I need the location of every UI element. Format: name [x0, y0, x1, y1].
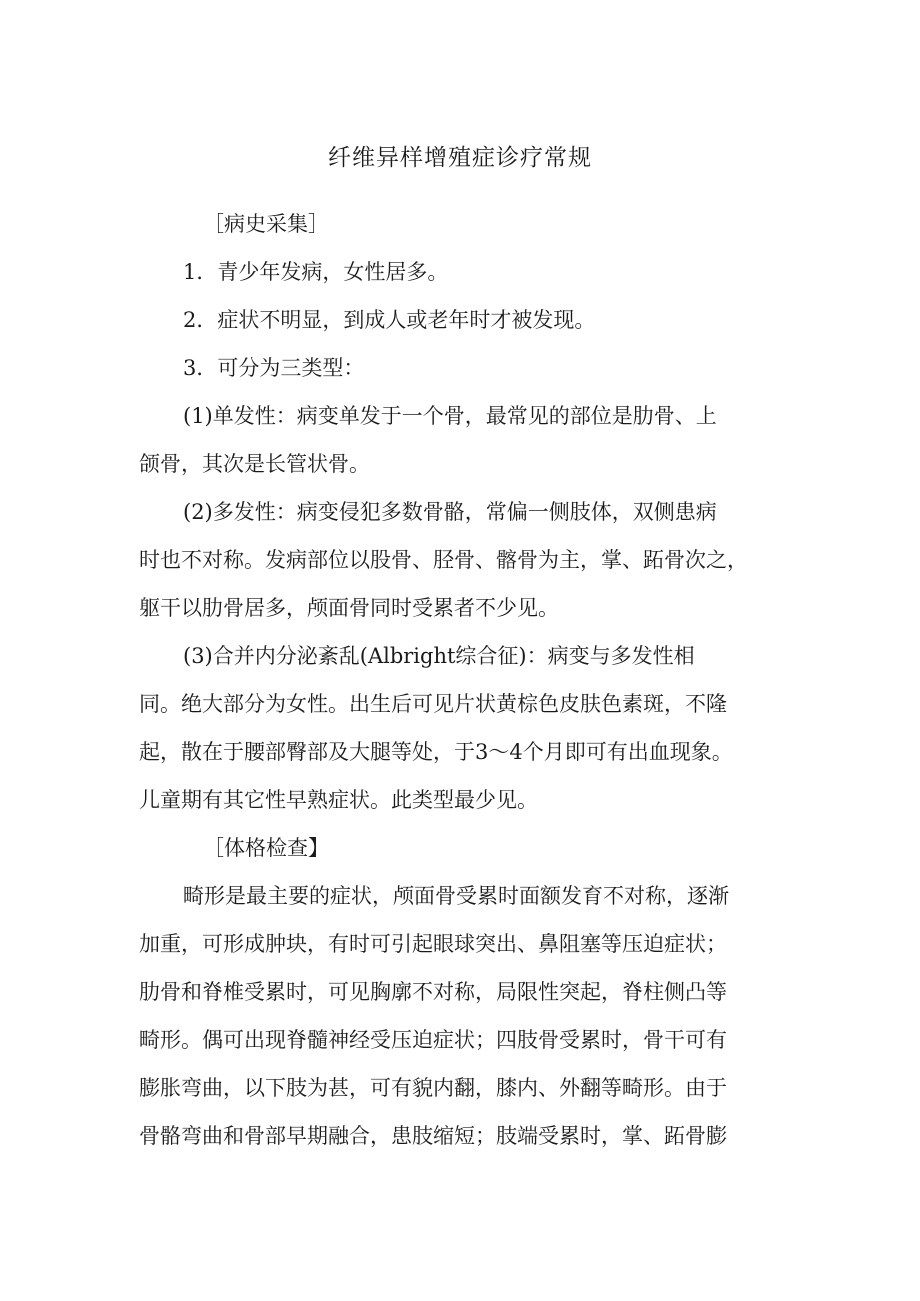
type-3-line-2: 同。绝大部分为女性。出生后可见片状黄棕色皮肤色素斑，不隆: [139, 692, 727, 716]
section-heading-history: ［病史采集］: [203, 212, 329, 236]
document-body: [139, 200, 789, 1160]
type-3-line-4: 儿童期有其它性早熟症状。此类型最少见。: [139, 788, 538, 812]
history-item-1: 1．青少年发病，女性居多。: [183, 260, 449, 284]
type-1-line-1: (1)单发性：病变单发于一个骨，最常见的部位是肋骨、上: [183, 404, 717, 428]
type-3-line-3: 起，散在于腰部臀部及大腿等处，于3～4个月即可有出血现象。: [139, 740, 733, 764]
exam-line-1: 畸形是最主要的症状，颅面骨受累时面额发育不对称，逐渐: [183, 884, 729, 908]
type-2-line-2: 时也不对称。发病部位以股骨、胫骨、髂骨为主，掌、跖骨次之，: [139, 548, 748, 572]
type-2-line-3: 躯干以肋骨居多，颅面骨同时受累者不少见。: [139, 596, 559, 620]
document-title: 纤维异样增殖症诊疗常规: [328, 145, 592, 171]
exam-line-6: 骨骼弯曲和骨部早期融合，患肢缩短；肢端受累时，掌、跖骨膨: [139, 1124, 727, 1148]
exam-line-2: 加重，可形成肿块，有时可引起眼球突出、鼻阻塞等压迫症状；: [139, 932, 727, 956]
type-1-line-2: 颌骨，其次是长管状骨。: [139, 452, 370, 476]
section-heading-exam: ［体格检查】: [203, 836, 329, 860]
history-item-3: 3．可分为三类型：: [183, 356, 365, 380]
exam-line-5: 膨胀弯曲，以下肢为甚，可有貌内翻，膝内、外翻等畸形。由于: [139, 1076, 727, 1100]
exam-line-4: 畸形。偶可出现脊髓神经受压迫症状；四肢骨受累时，骨干可有: [139, 1028, 727, 1052]
type-3-line-1: (3)合并内分泌紊乱(Albright综合征)：病变与多发性相: [183, 644, 695, 668]
exam-line-3: 肋骨和脊椎受累时，可见胸廓不对称，局限性突起，脊柱侧凸等: [139, 980, 727, 1004]
history-item-2: 2．症状不明显，到成人或老年时才被发现。: [183, 308, 596, 332]
type-2-line-1: (2)多发性：病变侵犯多数骨骼，常偏一侧肢体，双侧患病: [183, 500, 717, 524]
